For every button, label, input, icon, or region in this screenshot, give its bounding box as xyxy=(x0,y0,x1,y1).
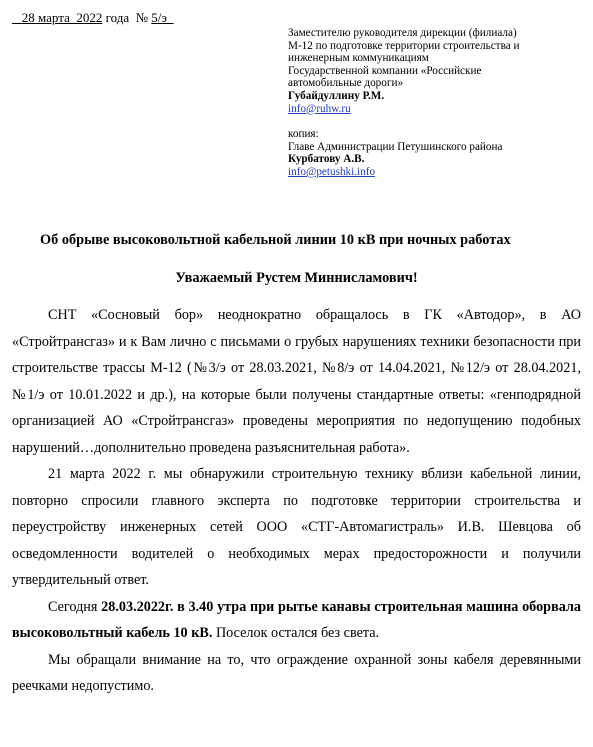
addressee-line: инженерным коммуникациям xyxy=(288,52,429,65)
addressee-line: автомобильные дороги» xyxy=(288,77,404,90)
letter-subject: Об обрыве высоковольтной кабельной линии 10 кВ при ночных работах xyxy=(40,232,511,248)
paragraph-3-start: Сегодня xyxy=(48,598,102,615)
letter-greeting: Уважаемый Рустем Миннисламович! xyxy=(175,270,418,286)
paragraph-2: 21 марта 2022 г. мы обнаружили строительную технику вблизи кабельной линии, повторно спросили главного эксперта по подготовке территории строительства и переустройству инженерных сетей ООО «СТГ-Автомагистраль» И.В. Шевцова об осведомленности водителей о необходимых мерах предосторожности и получили утвердительный ответ. xyxy=(12,466,581,588)
addressee-line: Заместителю руководителя дирекции (филиала) xyxy=(288,27,517,39)
paragraph-3-bold: 28.03.2022г. в 3.40 утра при рытье канавы строительная машина оборвала высоковольтный кабель 10 кВ. xyxy=(12,598,581,641)
addressee-line: М-12 по подготовке территории строительства и xyxy=(288,39,520,52)
spacer xyxy=(288,115,588,128)
date-prefix xyxy=(12,10,22,25)
paragraph-3-end: Поселок остался без света. xyxy=(212,625,380,641)
letter-body xyxy=(12,302,581,700)
letter-number: 5/э_ xyxy=(151,10,174,25)
letter-date: 28 марта_2022 xyxy=(21,10,103,25)
copy-email-link[interactable]: info@petushki.info xyxy=(288,165,376,178)
paragraph-4: Мы обращали внимание на то, что ограждение охранной зоны кабеля деревянными реечками недопустимо. xyxy=(12,651,581,694)
copy-recipient-line: Главе Администрации Петушинского района xyxy=(288,140,503,153)
addressee-line: Государственной компании «Российские xyxy=(288,64,482,77)
copy-recipient-name: Курбатову А.В. xyxy=(288,153,365,166)
letter-date-number xyxy=(12,10,173,26)
year-word: года № xyxy=(102,10,152,25)
addressee-block xyxy=(288,27,588,179)
copy-label: копия: xyxy=(288,128,319,141)
paragraph-3 xyxy=(12,594,581,647)
addressee-email-link[interactable]: info@ruhw.ru xyxy=(288,102,351,115)
paragraph-1: СНТ «Сосновый бор» неоднократно обращалось в ГК «Автодор», в АО «Стройтрансгаз» и к Вам лично с письмами о грубых нарушениях техники безопасности при строительстве трассы М-12 (№3/э от 28.03.2021, №8/э от 14.04.2021, №12/э от 28.04.2021, №1/э от 10.01.2022 и др.), на которые были получены стандартные ответы: «генподрядной организацией АО «Стройтрансгаз» проведены мероприятия по недопущению подобных нарушений…дополнительно проведена разъяснительная работа». xyxy=(12,307,581,456)
addressee-name: Губайдуллину Р.М. xyxy=(288,89,385,102)
